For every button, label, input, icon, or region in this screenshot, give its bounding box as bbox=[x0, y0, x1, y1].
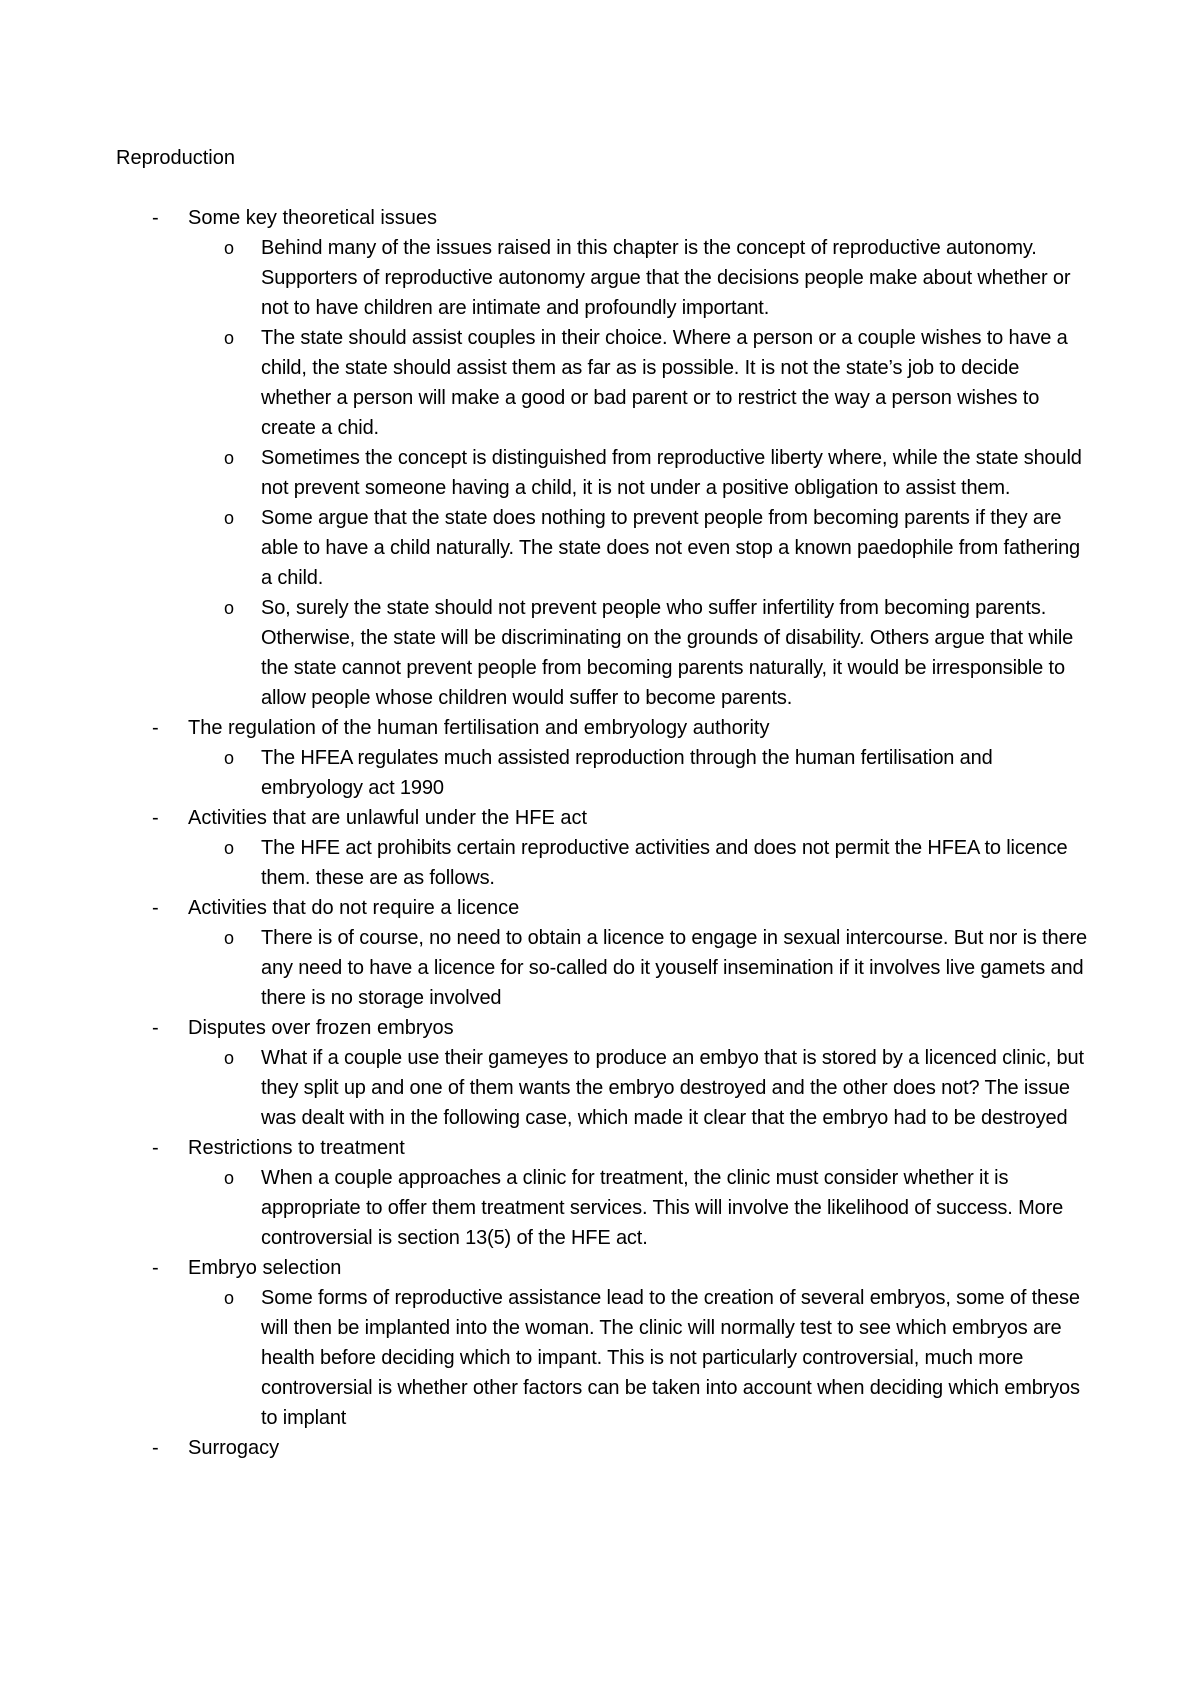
sub-point-text: Behind many of the issues raised in this chapter is the concept of reproductive autonomy. Supporters of reproductive autonomy argue that the decisions people make about whether or not to have children are intimate and profoundly important. bbox=[261, 237, 1071, 319]
sub-point bbox=[0, 233, 1200, 323]
circle-bullet-icon: o bbox=[224, 238, 235, 258]
document-title: Reproduction bbox=[116, 147, 235, 169]
topic-heading: The regulation of the human fertilisation and embryology authority bbox=[188, 717, 770, 739]
sub-point bbox=[0, 1283, 1200, 1433]
sub-point-text: The HFE act prohibits certain reproductive activities and does not permit the HFEA to licence them. these are as follows. bbox=[261, 837, 1068, 889]
sub-point-list bbox=[0, 833, 1200, 893]
topic-unlawful-activities bbox=[0, 803, 1200, 893]
topic-hfea-regulation bbox=[0, 713, 1200, 803]
dash-bullet-icon: - bbox=[152, 717, 159, 739]
sub-point-list bbox=[0, 923, 1200, 1013]
topic-heading-row bbox=[0, 713, 1200, 743]
circle-bullet-icon: o bbox=[224, 1168, 235, 1188]
sub-point bbox=[0, 743, 1200, 803]
sub-point-list bbox=[0, 1163, 1200, 1253]
sub-point-text: The HFEA regulates much assisted reproduction through the human fertilisation and embryology act 1990 bbox=[261, 747, 993, 799]
sub-point-text: Some forms of reproductive assistance lead to the creation of several embryos, some of these will then be implanted into the woman. The clinic will normally test to see which embryos are health before deciding which to impant. This is not particularly controversial, much more controversial is whether other factors can be taken into account when deciding which embryos to implant bbox=[261, 1287, 1080, 1429]
sub-point-list bbox=[0, 1043, 1200, 1133]
circle-bullet-icon: o bbox=[224, 1288, 235, 1308]
sub-point-text: So, surely the state should not prevent people who suffer infertility from becoming parents. Otherwise, the state will be discriminating on the grounds of disability. Others argue that while the state cannot prevent people from becoming parents naturally, it would be irresponsible to allow people whose children would suffer to become parents. bbox=[261, 597, 1074, 709]
topic-heading-row bbox=[0, 1013, 1200, 1043]
topic-frozen-embryos bbox=[0, 1013, 1200, 1133]
topic-embryo-selection bbox=[0, 1253, 1200, 1433]
dash-bullet-icon: - bbox=[152, 1137, 159, 1159]
sub-point-text: Sometimes the concept is distinguished from reproductive liberty where, while the state should not prevent someone having a child, it is not under a positive obligation to assist them. bbox=[261, 447, 1082, 499]
circle-bullet-icon: o bbox=[224, 748, 235, 768]
sub-point-text: What if a couple use their gameyes to produce an embyo that is stored by a licenced clinic, but they split up and one of them wants the embryo destroyed and the other does not? The issue was dealt with in the following case, which made it clear that the embryo had to be destroyed bbox=[261, 1047, 1084, 1129]
topic-heading-row bbox=[0, 1253, 1200, 1283]
circle-bullet-icon: o bbox=[224, 598, 235, 618]
topic-heading-row bbox=[0, 1433, 1200, 1463]
sub-point-text: When a couple approaches a clinic for treatment, the clinic must consider whether it is appropriate to offer them treatment services. This will involve the likelihood of success. More controversial is section 13(5) of the HFE act. bbox=[261, 1167, 1064, 1249]
topic-heading: Restrictions to treatment bbox=[188, 1137, 405, 1159]
topic-heading-row bbox=[0, 893, 1200, 923]
sub-point-list bbox=[0, 1283, 1200, 1433]
sub-point bbox=[0, 593, 1200, 713]
dash-bullet-icon: - bbox=[152, 897, 159, 919]
circle-bullet-icon: o bbox=[224, 928, 235, 948]
dash-bullet-icon: - bbox=[152, 1437, 159, 1459]
dash-bullet-icon: - bbox=[152, 807, 159, 829]
sub-point bbox=[0, 323, 1200, 443]
topic-treatment-restrictions bbox=[0, 1133, 1200, 1253]
topic-heading-row bbox=[0, 1133, 1200, 1163]
sub-point-text: Some argue that the state does nothing to prevent people from becoming parents if they are able to have a child naturally. The state does not even stop a known paedophile from fathering a child. bbox=[261, 507, 1081, 589]
sub-point-list bbox=[0, 233, 1200, 713]
sub-point bbox=[0, 1043, 1200, 1133]
topic-heading: Some key theoretical issues bbox=[188, 207, 438, 229]
topic-heading: Surrogacy bbox=[188, 1437, 280, 1459]
topic-heading-row bbox=[0, 203, 1200, 233]
sub-point bbox=[0, 923, 1200, 1013]
topic-heading: Activities that do not require a licence bbox=[188, 897, 520, 919]
circle-bullet-icon: o bbox=[224, 508, 235, 528]
sub-point bbox=[0, 503, 1200, 593]
topic-heading: Embryo selection bbox=[188, 1257, 342, 1279]
topic-surrogacy bbox=[0, 1433, 1200, 1463]
circle-bullet-icon: o bbox=[224, 448, 235, 468]
topic-heading-row bbox=[0, 803, 1200, 833]
sub-point-list bbox=[0, 743, 1200, 803]
dash-bullet-icon: - bbox=[152, 207, 159, 229]
circle-bullet-icon: o bbox=[224, 1048, 235, 1068]
sub-point-text: The state should assist couples in their choice. Where a person or a couple wishes to have a child, the state should assist them as far as is possible. It is not the state’s job to decide whether a person will make a good or bad parent or to restrict the way a person wishes to create a chid. bbox=[261, 327, 1068, 439]
topic-heading: Activities that are unlawful under the HFE act bbox=[188, 807, 588, 829]
topic-no-licence-activities bbox=[0, 893, 1200, 1013]
circle-bullet-icon: o bbox=[224, 838, 235, 858]
sub-point bbox=[0, 443, 1200, 503]
topic-key-theoretical-issues bbox=[0, 203, 1200, 713]
sub-point bbox=[0, 1163, 1200, 1253]
dash-bullet-icon: - bbox=[152, 1257, 159, 1279]
topic-outline bbox=[0, 203, 1200, 1463]
dash-bullet-icon: - bbox=[152, 1017, 159, 1039]
sub-point-text: There is of course, no need to obtain a licence to engage in sexual intercourse. But nor is there any need to have a licence for so-called do it youself insemination if it involves live gamets and there is no storage involved bbox=[261, 927, 1087, 1009]
topic-heading: Disputes over frozen embryos bbox=[188, 1017, 454, 1039]
circle-bullet-icon: o bbox=[224, 328, 235, 348]
sub-point bbox=[0, 833, 1200, 893]
